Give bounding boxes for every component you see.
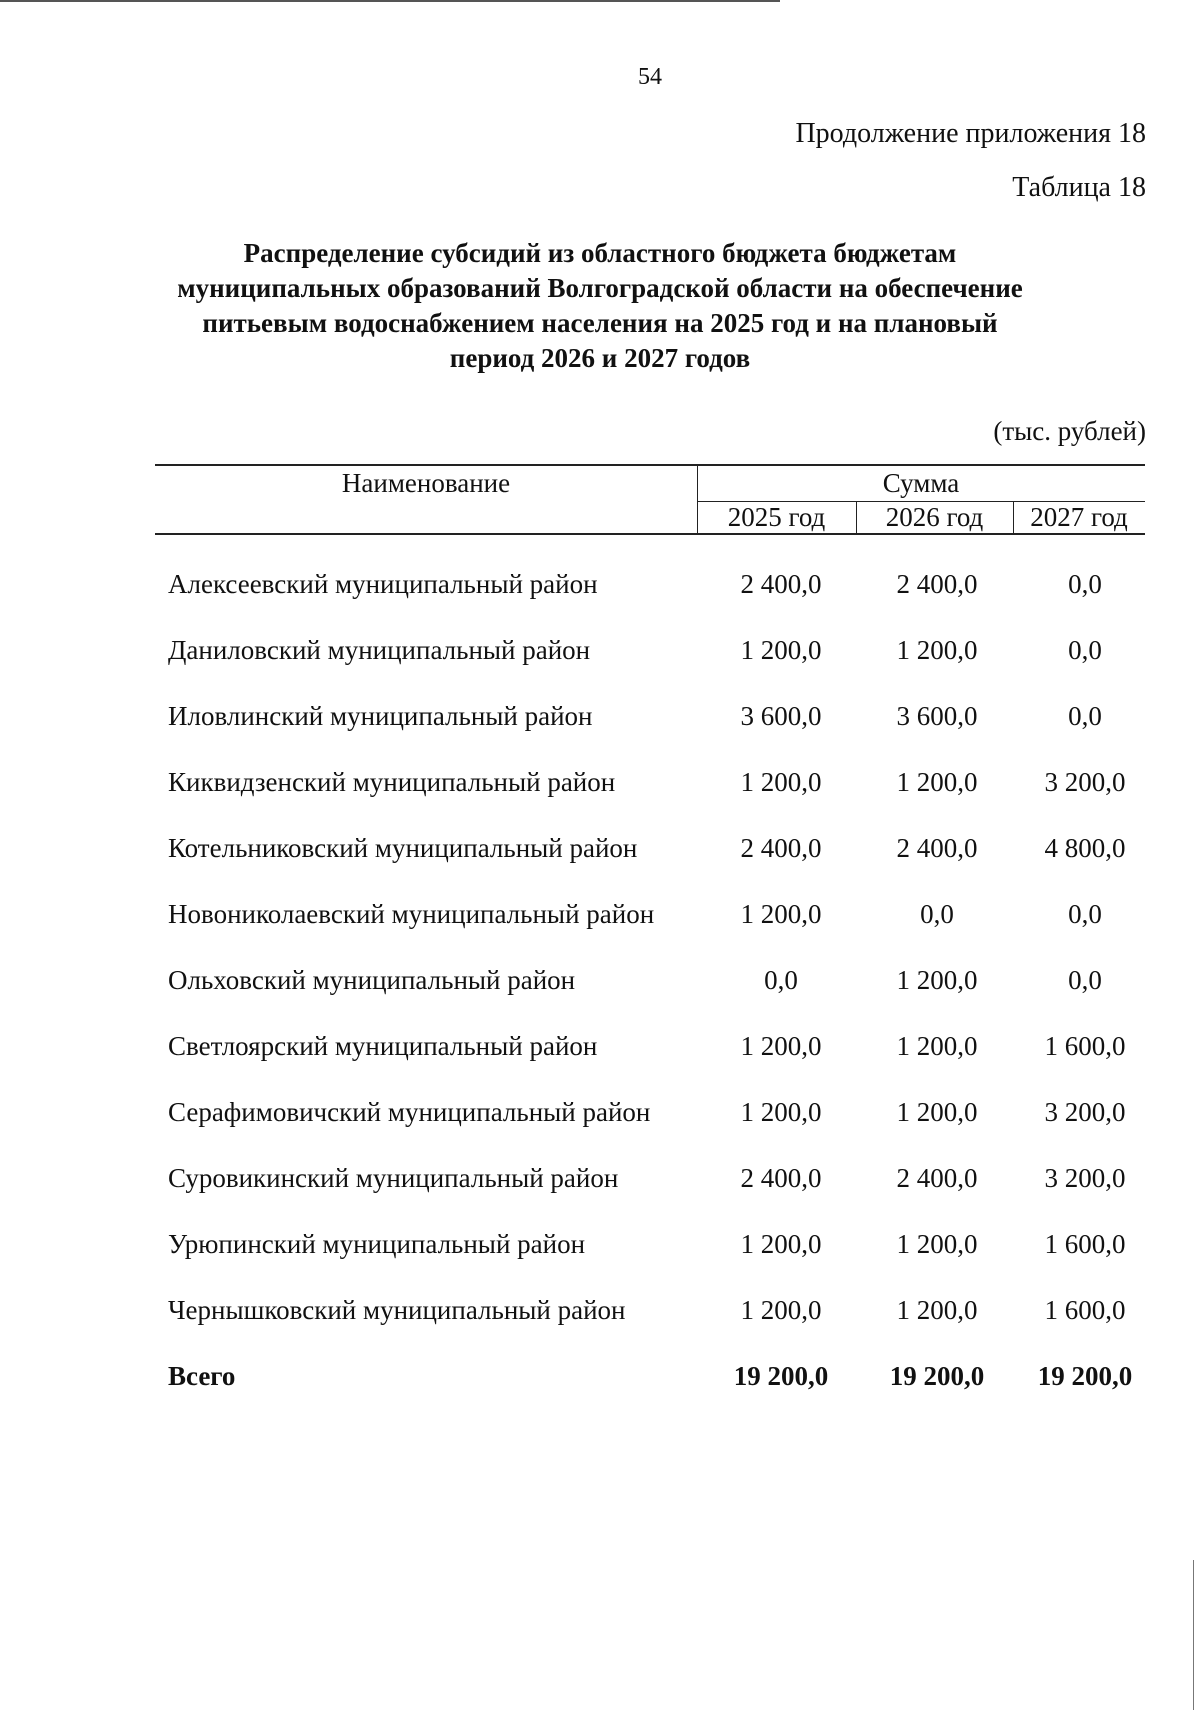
value-2027: 0,0 (1068, 569, 1102, 599)
table-row (0, 1031, 1200, 1071)
total-label: Всего (168, 1361, 236, 1391)
total-2026: 19 200,0 (889, 1361, 985, 1391)
table-row (0, 1295, 1200, 1335)
units-label: (тыс. рублей) (993, 416, 1146, 446)
table-row (0, 701, 1200, 741)
value-2025: 1 200,0 (740, 1097, 822, 1127)
district-name: Серафимовичский муниципальный район (168, 1097, 651, 1127)
district-name: Урюпинский муниципальный район (168, 1229, 586, 1259)
district-name: Суровикинский муниципальный район (168, 1163, 619, 1193)
value-2025: 1 200,0 (740, 1031, 822, 1061)
table-top-rule (155, 464, 1145, 466)
value-2027: 4 800,0 (1044, 833, 1126, 863)
district-name: Иловлинский муниципальный район (168, 701, 593, 731)
district-name: Светлоярский муниципальный район (168, 1031, 598, 1061)
value-2025: 1 200,0 (740, 1295, 822, 1325)
value-2027: 3 200,0 (1044, 767, 1126, 797)
header-bottom-rule (155, 533, 1145, 535)
column-header-2026: 2026 год (885, 502, 984, 532)
table-row (0, 767, 1200, 807)
value-2027: 1 600,0 (1044, 1229, 1126, 1259)
value-2025: 2 400,0 (740, 833, 822, 863)
value-2026: 2 400,0 (896, 1163, 978, 1193)
value-2025: 2 400,0 (740, 1163, 822, 1193)
title-line: Распределение субсидий из областного бюджета бюджетам (243, 238, 957, 268)
value-2025: 1 200,0 (740, 635, 822, 665)
value-2026: 1 200,0 (896, 1097, 978, 1127)
scan-edge-right (1193, 1560, 1194, 1710)
table-row (0, 635, 1200, 675)
district-name: Чернышковский муниципальный район (168, 1295, 626, 1325)
table-total-row (0, 1361, 1200, 1401)
value-2027: 0,0 (1068, 635, 1102, 665)
value-2026: 1 200,0 (896, 965, 978, 995)
document-title (150, 236, 1050, 376)
value-2026: 1 200,0 (896, 767, 978, 797)
value-2026: 1 200,0 (896, 1229, 978, 1259)
table-row (0, 1163, 1200, 1203)
table-row (0, 899, 1200, 939)
page-number: 54 (638, 64, 662, 90)
value-2026: 1 200,0 (896, 635, 978, 665)
column-header-2025: 2025 год (727, 502, 826, 532)
table-row (0, 965, 1200, 1005)
column-header-sum: Сумма (882, 468, 960, 498)
value-2025: 1 200,0 (740, 899, 822, 929)
value-2026: 0,0 (920, 899, 954, 929)
scan-edge-top (0, 0, 780, 2)
district-name: Киквидзенский муниципальный район (168, 767, 616, 797)
value-2027: 3 200,0 (1044, 1097, 1126, 1127)
total-2027: 19 200,0 (1037, 1361, 1133, 1391)
value-2027: 0,0 (1068, 899, 1102, 929)
district-name: Ольховский муниципальный район (168, 965, 576, 995)
district-name: Новониколаевский муниципальный район (168, 899, 655, 929)
value-2027: 0,0 (1068, 965, 1102, 995)
title-line: период 2026 и 2027 годов (449, 343, 751, 373)
district-name: Даниловский муниципальный район (168, 635, 591, 665)
table-row (0, 1229, 1200, 1269)
column-header-name: Наименование (341, 468, 511, 498)
value-2027: 1 600,0 (1044, 1295, 1126, 1325)
value-2026: 1 200,0 (896, 1295, 978, 1325)
value-2027: 3 200,0 (1044, 1163, 1126, 1193)
value-2026: 1 200,0 (896, 1031, 978, 1061)
appendix-continuation: Продолжение приложения 18 (795, 118, 1146, 149)
value-2025: 1 200,0 (740, 1229, 822, 1259)
title-line: муниципальных образований Волгоградской области на обеспечение (177, 273, 1023, 303)
table-row (0, 1097, 1200, 1137)
value-2025: 0,0 (764, 965, 798, 995)
value-2026: 2 400,0 (896, 569, 978, 599)
value-2026: 3 600,0 (896, 701, 978, 731)
value-2026: 2 400,0 (896, 833, 978, 863)
column-header-2027: 2027 год (1030, 502, 1128, 532)
value-2025: 3 600,0 (740, 701, 822, 731)
table-row (0, 569, 1200, 609)
district-name: Котельниковский муниципальный район (168, 833, 638, 863)
value-2027: 0,0 (1068, 701, 1102, 731)
value-2025: 1 200,0 (740, 767, 822, 797)
value-2025: 2 400,0 (740, 569, 822, 599)
value-2027: 1 600,0 (1044, 1031, 1126, 1061)
district-name: Алексеевский муниципальный район (168, 569, 598, 599)
table-caption: Таблица 18 (1012, 172, 1146, 203)
table-row (0, 833, 1200, 873)
total-2025: 19 200,0 (733, 1361, 829, 1391)
title-line: питьевым водоснабжением населения на 2025 год и на плановый (202, 308, 998, 338)
